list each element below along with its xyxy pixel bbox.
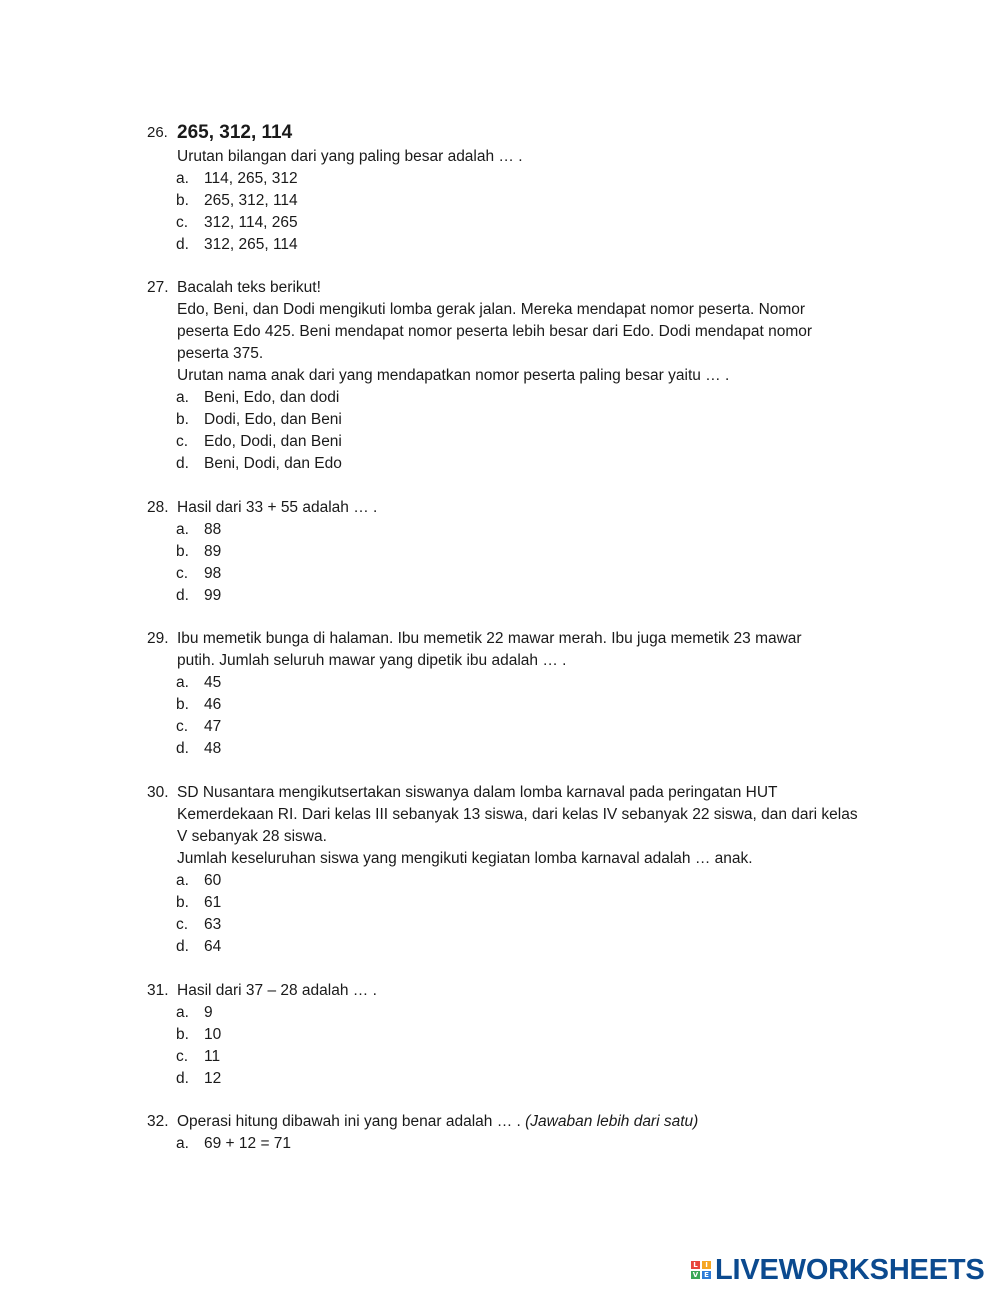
option-text: 11: [204, 1048, 221, 1065]
option-letter: d.: [176, 740, 189, 757]
option-text: 69 + 12 = 71: [204, 1135, 292, 1152]
question-text: Edo, Beni, dan Dodi mengikuti lomba gerak jalan. Mereka mendapat nomor peserta. Nomor: [177, 301, 806, 318]
question-26: [147, 120, 887, 256]
question-text: Hasil dari 37 – 28 adalah … .: [177, 982, 377, 999]
option-b[interactable]: [176, 892, 887, 914]
question-text: putih. Jumlah seluruh mawar yang dipetik ibu adalah … .: [177, 652, 567, 669]
option-letter: a.: [176, 1004, 189, 1021]
logo-letter-e: E: [702, 1271, 711, 1279]
question-number: 30.: [147, 784, 169, 801]
option-letter: b.: [176, 411, 189, 428]
live-logo-icon: [691, 1261, 711, 1279]
option-c[interactable]: [176, 716, 887, 738]
question-31: [147, 980, 887, 1090]
option-d[interactable]: [176, 738, 887, 760]
question-number: 32.: [147, 1113, 169, 1130]
option-letter: d.: [176, 587, 189, 604]
question-text: Hasil dari 33 + 55 adalah … .: [177, 499, 378, 516]
question-header: 265, 312, 114: [177, 122, 293, 143]
option-text: 45: [204, 674, 222, 691]
question-text: Urutan nama anak dari yang mendapatkan nomor peserta paling besar yaitu … .: [177, 367, 730, 384]
option-b[interactable]: [176, 541, 887, 563]
option-a[interactable]: [176, 1133, 887, 1155]
option-text: 98: [204, 565, 222, 582]
question-number: 27.: [147, 279, 169, 296]
option-letter: d.: [176, 938, 189, 955]
option-a[interactable]: [176, 519, 887, 541]
option-text: 9: [204, 1004, 213, 1021]
option-text: Beni, Dodi, dan Edo: [204, 455, 342, 472]
option-a[interactable]: [176, 168, 887, 190]
question-note: (Jawaban lebih dari satu): [525, 1113, 699, 1130]
option-a[interactable]: [176, 870, 887, 892]
option-letter: d.: [176, 1070, 189, 1087]
question-29: [147, 628, 887, 760]
logo-letter-l: L: [691, 1261, 700, 1269]
option-letter: c.: [176, 916, 189, 933]
question-number: 26.: [147, 124, 168, 141]
option-letter: c.: [176, 433, 189, 450]
question-text-main: Operasi hitung dibawah ini yang benar adalah … .: [177, 1113, 526, 1130]
option-d[interactable]: [176, 1068, 887, 1090]
option-c[interactable]: [176, 914, 887, 936]
option-text: Edo, Dodi, dan Beni: [204, 433, 342, 450]
option-text: 10: [204, 1026, 222, 1043]
option-letter: a.: [176, 389, 189, 406]
option-text: 88: [204, 521, 222, 538]
option-letter: b.: [176, 543, 189, 560]
option-letter: b.: [176, 894, 189, 911]
logo-text: LIVEWORKSHEETS: [715, 1254, 985, 1286]
option-text: 114, 265, 312: [204, 170, 298, 187]
option-a[interactable]: [176, 387, 887, 409]
option-text: 312, 114, 265: [204, 214, 298, 231]
option-d[interactable]: [176, 936, 887, 958]
option-letter: b.: [176, 696, 189, 713]
option-letter: c.: [176, 718, 189, 735]
option-letter: a.: [176, 872, 189, 889]
question-text: [177, 1113, 698, 1130]
option-c[interactable]: [176, 212, 887, 234]
option-c[interactable]: [176, 431, 887, 453]
option-b[interactable]: [176, 694, 887, 716]
option-letter: b.: [176, 1026, 189, 1043]
question-text: Jumlah keseluruhan siswa yang mengikuti kegiatan lomba karnaval adalah … anak.: [177, 850, 753, 867]
question-text: Urutan bilangan dari yang paling besar adalah … .: [177, 148, 523, 165]
question-text: Ibu memetik bunga di halaman. Ibu memetik 22 mawar merah. Ibu juga memetik 23 mawar: [177, 630, 802, 647]
option-text: 265, 312, 114: [204, 192, 298, 209]
option-b[interactable]: [176, 190, 887, 212]
option-letter: d.: [176, 455, 189, 472]
question-text: Kemerdekaan RI. Dari kelas III sebanyak 13 siswa, dari kelas IV sebanyak 22 siswa, dan dari kelas: [177, 806, 858, 823]
option-text: 12: [204, 1070, 222, 1087]
option-letter: c.: [176, 214, 189, 231]
option-text: 89: [204, 543, 222, 560]
question-30: [147, 782, 887, 958]
option-text: Dodi, Edo, dan Beni: [204, 411, 342, 428]
option-c[interactable]: [176, 1046, 887, 1068]
option-letter: a.: [176, 674, 189, 691]
liveworksheets-logo: [691, 1255, 985, 1285]
option-text: 46: [204, 696, 222, 713]
question-32: [147, 1111, 887, 1155]
option-b[interactable]: [176, 1024, 887, 1046]
option-text: 64: [204, 938, 222, 955]
question-28: [147, 497, 887, 607]
option-letter: b.: [176, 192, 189, 209]
option-letter: a.: [176, 1135, 189, 1152]
option-a[interactable]: [176, 672, 887, 694]
logo-letter-i: I: [702, 1261, 711, 1269]
question-number: 31.: [147, 982, 169, 999]
option-d[interactable]: [176, 234, 887, 256]
option-letter: d.: [176, 236, 189, 253]
question-text: V sebanyak 28 siswa.: [177, 828, 327, 845]
question-number: 28.: [147, 499, 169, 516]
option-text: 48: [204, 740, 222, 757]
logo-letter-v: V: [692, 1271, 699, 1279]
question-text: peserta 375.: [177, 345, 264, 362]
option-c[interactable]: [176, 563, 887, 585]
option-d[interactable]: [176, 453, 887, 475]
option-text: 63: [204, 916, 222, 933]
question-text: SD Nusantara mengikutsertakan siswanya dalam lomba karnaval pada peringatan HUT: [177, 784, 778, 801]
option-letter: a.: [176, 521, 189, 538]
option-text: 99: [204, 587, 222, 604]
option-text: 61: [204, 894, 222, 911]
option-b[interactable]: [176, 409, 887, 431]
question-text: Bacalah teks berikut!: [177, 279, 321, 296]
question-text: peserta Edo 425. Beni mendapat nomor peserta lebih besar dari Edo. Dodi mendapat nomor: [177, 323, 813, 340]
option-letter: c.: [176, 565, 189, 582]
option-text: 47: [204, 718, 222, 735]
option-text: 60: [204, 872, 222, 889]
option-letter: a.: [176, 170, 189, 187]
option-d[interactable]: [176, 585, 887, 607]
option-letter: c.: [176, 1048, 189, 1065]
option-a[interactable]: [176, 1002, 887, 1024]
option-text: 312, 265, 114: [204, 236, 298, 253]
question-number: 29.: [147, 630, 169, 647]
option-text: Beni, Edo, dan dodi: [204, 389, 340, 406]
question-27: [147, 277, 887, 475]
